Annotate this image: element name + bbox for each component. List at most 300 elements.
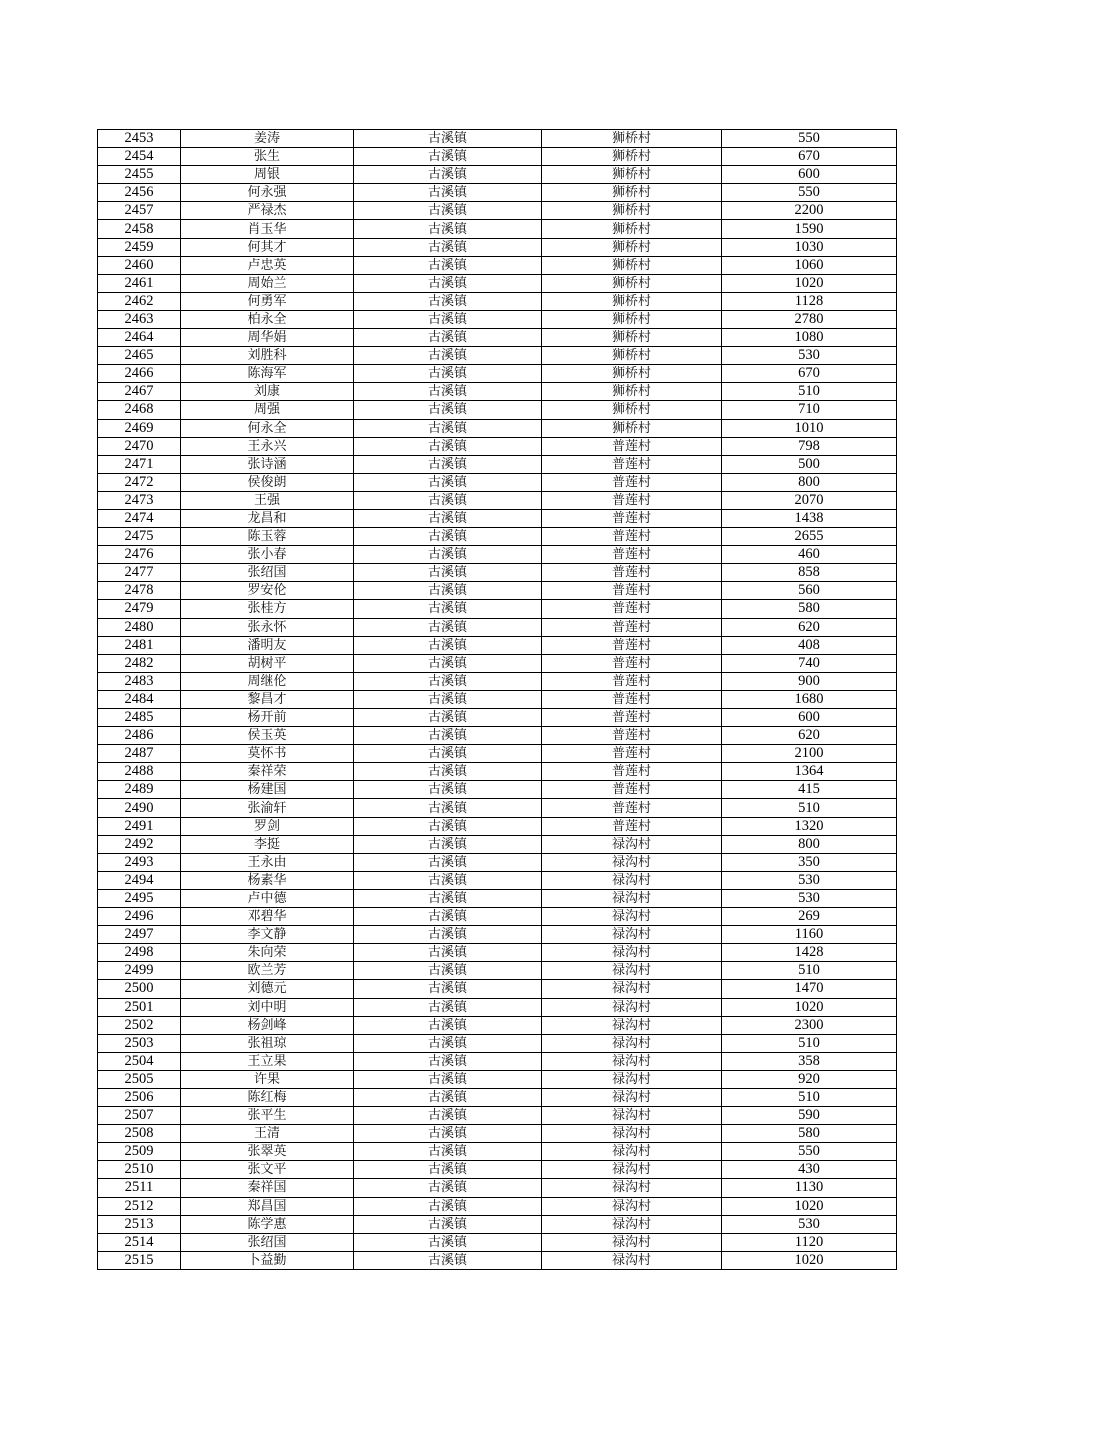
row-number-cell: 2505 bbox=[98, 1070, 181, 1088]
name-cell: 王永兴 bbox=[181, 437, 354, 455]
village-cell: 禄沟村 bbox=[542, 908, 722, 926]
row-number-cell: 2503 bbox=[98, 1034, 181, 1052]
row-number-cell: 2457 bbox=[98, 202, 181, 220]
table-row bbox=[98, 329, 897, 347]
table-row bbox=[98, 1197, 897, 1215]
town-cell: 古溪镇 bbox=[354, 564, 542, 582]
row-number-cell: 2514 bbox=[98, 1233, 181, 1251]
town-cell: 古溪镇 bbox=[354, 1251, 542, 1269]
row-number-cell: 2497 bbox=[98, 926, 181, 944]
name-cell: 杨开前 bbox=[181, 709, 354, 727]
table-row bbox=[98, 690, 897, 708]
table-row bbox=[98, 1143, 897, 1161]
row-number-cell: 2465 bbox=[98, 347, 181, 365]
amount-cell: 1130 bbox=[722, 1179, 897, 1197]
table-row bbox=[98, 1233, 897, 1251]
name-cell: 陈玉蓉 bbox=[181, 528, 354, 546]
village-cell: 狮桥村 bbox=[542, 310, 722, 328]
amount-cell: 510 bbox=[722, 383, 897, 401]
amount-cell: 920 bbox=[722, 1070, 897, 1088]
name-cell: 张平生 bbox=[181, 1107, 354, 1125]
amount-cell: 510 bbox=[722, 799, 897, 817]
row-number-cell: 2488 bbox=[98, 763, 181, 781]
village-cell: 狮桥村 bbox=[542, 292, 722, 310]
name-cell: 何永全 bbox=[181, 419, 354, 437]
row-number-cell: 2482 bbox=[98, 654, 181, 672]
row-number-cell: 2460 bbox=[98, 256, 181, 274]
village-cell: 普莲村 bbox=[542, 473, 722, 491]
name-cell: 卢中德 bbox=[181, 889, 354, 907]
amount-cell: 510 bbox=[722, 1034, 897, 1052]
village-cell: 禄沟村 bbox=[542, 1233, 722, 1251]
village-cell: 禄沟村 bbox=[542, 1016, 722, 1034]
name-cell: 张绍国 bbox=[181, 564, 354, 582]
amount-cell: 1438 bbox=[722, 509, 897, 527]
table-row bbox=[98, 600, 897, 618]
town-cell: 古溪镇 bbox=[354, 980, 542, 998]
name-cell: 秦祥荣 bbox=[181, 763, 354, 781]
village-cell: 狮桥村 bbox=[542, 401, 722, 419]
amount-cell: 530 bbox=[722, 1215, 897, 1233]
village-cell: 普莲村 bbox=[542, 618, 722, 636]
row-number-cell: 2455 bbox=[98, 166, 181, 184]
town-cell: 古溪镇 bbox=[354, 419, 542, 437]
village-cell: 禄沟村 bbox=[542, 1161, 722, 1179]
village-cell: 普莲村 bbox=[542, 600, 722, 618]
village-cell: 狮桥村 bbox=[542, 184, 722, 202]
town-cell: 古溪镇 bbox=[354, 238, 542, 256]
table-row bbox=[98, 365, 897, 383]
town-cell: 古溪镇 bbox=[354, 781, 542, 799]
amount-cell: 900 bbox=[722, 672, 897, 690]
name-cell: 莫怀书 bbox=[181, 745, 354, 763]
amount-cell: 800 bbox=[722, 473, 897, 491]
town-cell: 古溪镇 bbox=[354, 1161, 542, 1179]
row-number-cell: 2481 bbox=[98, 636, 181, 654]
table-row bbox=[98, 383, 897, 401]
town-cell: 古溪镇 bbox=[354, 908, 542, 926]
name-cell: 姜涛 bbox=[181, 130, 354, 148]
row-number-cell: 2472 bbox=[98, 473, 181, 491]
row-number-cell: 2486 bbox=[98, 727, 181, 745]
amount-cell: 269 bbox=[722, 908, 897, 926]
name-cell: 张桂方 bbox=[181, 600, 354, 618]
village-cell: 禄沟村 bbox=[542, 835, 722, 853]
town-cell: 古溪镇 bbox=[354, 727, 542, 745]
row-number-cell: 2471 bbox=[98, 455, 181, 473]
name-cell: 何其才 bbox=[181, 238, 354, 256]
name-cell: 刘胜科 bbox=[181, 347, 354, 365]
name-cell: 何永强 bbox=[181, 184, 354, 202]
amount-cell: 1428 bbox=[722, 944, 897, 962]
town-cell: 古溪镇 bbox=[354, 998, 542, 1016]
name-cell: 周银 bbox=[181, 166, 354, 184]
amount-cell: 415 bbox=[722, 781, 897, 799]
town-cell: 古溪镇 bbox=[354, 528, 542, 546]
amount-cell: 2300 bbox=[722, 1016, 897, 1034]
row-number-cell: 2495 bbox=[98, 889, 181, 907]
amount-cell: 500 bbox=[722, 455, 897, 473]
amount-cell: 560 bbox=[722, 582, 897, 600]
village-cell: 普莲村 bbox=[542, 636, 722, 654]
row-number-cell: 2463 bbox=[98, 310, 181, 328]
village-cell: 普莲村 bbox=[542, 437, 722, 455]
village-cell: 禄沟村 bbox=[542, 1179, 722, 1197]
name-cell: 侯俊朗 bbox=[181, 473, 354, 491]
row-number-cell: 2476 bbox=[98, 546, 181, 564]
row-number-cell: 2504 bbox=[98, 1052, 181, 1070]
table-row bbox=[98, 491, 897, 509]
row-number-cell: 2483 bbox=[98, 672, 181, 690]
town-cell: 古溪镇 bbox=[354, 347, 542, 365]
row-number-cell: 2489 bbox=[98, 781, 181, 799]
amount-cell: 1364 bbox=[722, 763, 897, 781]
table-row bbox=[98, 184, 897, 202]
amount-cell: 1020 bbox=[722, 998, 897, 1016]
table-row bbox=[98, 256, 897, 274]
town-cell: 古溪镇 bbox=[354, 636, 542, 654]
name-cell: 许果 bbox=[181, 1070, 354, 1088]
amount-cell: 1120 bbox=[722, 1233, 897, 1251]
amount-cell: 530 bbox=[722, 347, 897, 365]
village-cell: 狮桥村 bbox=[542, 130, 722, 148]
table-row bbox=[98, 509, 897, 527]
name-cell: 陈学惠 bbox=[181, 1215, 354, 1233]
name-cell: 王强 bbox=[181, 491, 354, 509]
amount-cell: 1020 bbox=[722, 1197, 897, 1215]
amount-cell: 460 bbox=[722, 546, 897, 564]
town-cell: 古溪镇 bbox=[354, 1179, 542, 1197]
amount-cell: 600 bbox=[722, 166, 897, 184]
village-cell: 普莲村 bbox=[542, 799, 722, 817]
amount-cell: 2655 bbox=[722, 528, 897, 546]
amount-cell: 2780 bbox=[722, 310, 897, 328]
table-row bbox=[98, 745, 897, 763]
amount-cell: 550 bbox=[722, 130, 897, 148]
name-cell: 张诗涵 bbox=[181, 455, 354, 473]
name-cell: 刘康 bbox=[181, 383, 354, 401]
village-cell: 普莲村 bbox=[542, 672, 722, 690]
name-cell: 周强 bbox=[181, 401, 354, 419]
name-cell: 杨剑峰 bbox=[181, 1016, 354, 1034]
row-number-cell: 2491 bbox=[98, 817, 181, 835]
village-cell: 禄沟村 bbox=[542, 1107, 722, 1125]
name-cell: 肖玉华 bbox=[181, 220, 354, 238]
name-cell: 张绍国 bbox=[181, 1233, 354, 1251]
village-cell: 普莲村 bbox=[542, 817, 722, 835]
name-cell: 邓碧华 bbox=[181, 908, 354, 926]
row-number-cell: 2506 bbox=[98, 1088, 181, 1106]
row-number-cell: 2474 bbox=[98, 509, 181, 527]
table-row bbox=[98, 528, 897, 546]
village-cell: 狮桥村 bbox=[542, 148, 722, 166]
name-cell: 张祖琼 bbox=[181, 1034, 354, 1052]
name-cell: 李挺 bbox=[181, 835, 354, 853]
row-number-cell: 2468 bbox=[98, 401, 181, 419]
amount-cell: 1470 bbox=[722, 980, 897, 998]
amount-cell: 530 bbox=[722, 871, 897, 889]
name-cell: 欧兰芳 bbox=[181, 962, 354, 980]
town-cell: 古溪镇 bbox=[354, 962, 542, 980]
name-cell: 卜益勤 bbox=[181, 1251, 354, 1269]
village-cell: 普莲村 bbox=[542, 745, 722, 763]
amount-cell: 1080 bbox=[722, 329, 897, 347]
village-cell: 普莲村 bbox=[542, 690, 722, 708]
name-cell: 张小春 bbox=[181, 546, 354, 564]
row-number-cell: 2501 bbox=[98, 998, 181, 1016]
town-cell: 古溪镇 bbox=[354, 1143, 542, 1161]
village-cell: 狮桥村 bbox=[542, 256, 722, 274]
name-cell: 陈海军 bbox=[181, 365, 354, 383]
name-cell: 张渝轩 bbox=[181, 799, 354, 817]
amount-cell: 350 bbox=[722, 853, 897, 871]
town-cell: 古溪镇 bbox=[354, 329, 542, 347]
table-row bbox=[98, 781, 897, 799]
name-cell: 王立果 bbox=[181, 1052, 354, 1070]
name-cell: 潘明友 bbox=[181, 636, 354, 654]
town-cell: 古溪镇 bbox=[354, 202, 542, 220]
town-cell: 古溪镇 bbox=[354, 1233, 542, 1251]
row-number-cell: 2500 bbox=[98, 980, 181, 998]
amount-cell: 358 bbox=[722, 1052, 897, 1070]
table-row bbox=[98, 1052, 897, 1070]
row-number-cell: 2512 bbox=[98, 1197, 181, 1215]
village-cell: 禄沟村 bbox=[542, 1052, 722, 1070]
village-cell: 禄沟村 bbox=[542, 871, 722, 889]
name-cell: 卢忠英 bbox=[181, 256, 354, 274]
town-cell: 古溪镇 bbox=[354, 926, 542, 944]
amount-cell: 620 bbox=[722, 727, 897, 745]
table-row bbox=[98, 1125, 897, 1143]
table-row bbox=[98, 274, 897, 292]
row-number-cell: 2494 bbox=[98, 871, 181, 889]
table-row bbox=[98, 473, 897, 491]
name-cell: 刘中明 bbox=[181, 998, 354, 1016]
amount-cell: 1030 bbox=[722, 238, 897, 256]
amount-cell: 590 bbox=[722, 1107, 897, 1125]
town-cell: 古溪镇 bbox=[354, 148, 542, 166]
village-cell: 禄沟村 bbox=[542, 980, 722, 998]
row-number-cell: 2515 bbox=[98, 1251, 181, 1269]
amount-cell: 1020 bbox=[722, 274, 897, 292]
name-cell: 胡树平 bbox=[181, 654, 354, 672]
amount-cell: 1010 bbox=[722, 419, 897, 437]
village-cell: 普莲村 bbox=[542, 491, 722, 509]
village-cell: 狮桥村 bbox=[542, 347, 722, 365]
table-row bbox=[98, 672, 897, 690]
row-number-cell: 2509 bbox=[98, 1143, 181, 1161]
amount-cell: 800 bbox=[722, 835, 897, 853]
name-cell: 刘德元 bbox=[181, 980, 354, 998]
town-cell: 古溪镇 bbox=[354, 1107, 542, 1125]
amount-cell: 710 bbox=[722, 401, 897, 419]
row-number-cell: 2502 bbox=[98, 1016, 181, 1034]
name-cell: 周始兰 bbox=[181, 274, 354, 292]
town-cell: 古溪镇 bbox=[354, 1016, 542, 1034]
name-cell: 张翠英 bbox=[181, 1143, 354, 1161]
row-number-cell: 2459 bbox=[98, 238, 181, 256]
row-number-cell: 2462 bbox=[98, 292, 181, 310]
village-cell: 普莲村 bbox=[542, 727, 722, 745]
amount-cell: 600 bbox=[722, 709, 897, 727]
amount-cell: 798 bbox=[722, 437, 897, 455]
row-number-cell: 2493 bbox=[98, 853, 181, 871]
village-cell: 禄沟村 bbox=[542, 944, 722, 962]
table-body bbox=[98, 130, 897, 1270]
amount-cell: 408 bbox=[722, 636, 897, 654]
name-cell: 黎昌才 bbox=[181, 690, 354, 708]
name-cell: 李文静 bbox=[181, 926, 354, 944]
village-cell: 禄沟村 bbox=[542, 1251, 722, 1269]
table-row bbox=[98, 636, 897, 654]
village-cell: 普莲村 bbox=[542, 509, 722, 527]
name-cell: 王永由 bbox=[181, 853, 354, 871]
table-row bbox=[98, 130, 897, 148]
amount-cell: 580 bbox=[722, 1125, 897, 1143]
table-row bbox=[98, 1215, 897, 1233]
name-cell: 张永怀 bbox=[181, 618, 354, 636]
table-row bbox=[98, 202, 897, 220]
amount-cell: 510 bbox=[722, 1088, 897, 1106]
town-cell: 古溪镇 bbox=[354, 310, 542, 328]
amount-cell: 1160 bbox=[722, 926, 897, 944]
amount-cell: 550 bbox=[722, 184, 897, 202]
table-row bbox=[98, 727, 897, 745]
amount-cell: 2070 bbox=[722, 491, 897, 509]
amount-cell: 2200 bbox=[722, 202, 897, 220]
town-cell: 古溪镇 bbox=[354, 763, 542, 781]
row-number-cell: 2466 bbox=[98, 365, 181, 383]
amount-cell: 1020 bbox=[722, 1251, 897, 1269]
amount-cell: 1320 bbox=[722, 817, 897, 835]
town-cell: 古溪镇 bbox=[354, 256, 542, 274]
row-number-cell: 2473 bbox=[98, 491, 181, 509]
village-cell: 禄沟村 bbox=[542, 889, 722, 907]
row-number-cell: 2490 bbox=[98, 799, 181, 817]
town-cell: 古溪镇 bbox=[354, 546, 542, 564]
table-row bbox=[98, 148, 897, 166]
table-row bbox=[98, 292, 897, 310]
village-cell: 普莲村 bbox=[542, 709, 722, 727]
name-cell: 郑昌国 bbox=[181, 1197, 354, 1215]
village-cell: 狮桥村 bbox=[542, 238, 722, 256]
village-cell: 禄沟村 bbox=[542, 1088, 722, 1106]
amount-cell: 530 bbox=[722, 889, 897, 907]
village-cell: 禄沟村 bbox=[542, 1034, 722, 1052]
table-row bbox=[98, 1179, 897, 1197]
village-cell: 禄沟村 bbox=[542, 1215, 722, 1233]
table-row bbox=[98, 1161, 897, 1179]
name-cell: 杨素华 bbox=[181, 871, 354, 889]
village-cell: 普莲村 bbox=[542, 763, 722, 781]
village-cell: 禄沟村 bbox=[542, 1197, 722, 1215]
town-cell: 古溪镇 bbox=[354, 889, 542, 907]
table-row bbox=[98, 618, 897, 636]
table-row bbox=[98, 220, 897, 238]
name-cell: 杨建国 bbox=[181, 781, 354, 799]
village-cell: 狮桥村 bbox=[542, 419, 722, 437]
table-row bbox=[98, 1034, 897, 1052]
town-cell: 古溪镇 bbox=[354, 365, 542, 383]
row-number-cell: 2478 bbox=[98, 582, 181, 600]
table-row bbox=[98, 455, 897, 473]
amount-cell: 1680 bbox=[722, 690, 897, 708]
row-number-cell: 2453 bbox=[98, 130, 181, 148]
name-cell: 王清 bbox=[181, 1125, 354, 1143]
row-number-cell: 2499 bbox=[98, 962, 181, 980]
village-cell: 狮桥村 bbox=[542, 202, 722, 220]
table-row bbox=[98, 564, 897, 582]
amount-cell: 858 bbox=[722, 564, 897, 582]
table-row bbox=[98, 889, 897, 907]
village-cell: 普莲村 bbox=[542, 582, 722, 600]
row-number-cell: 2484 bbox=[98, 690, 181, 708]
town-cell: 古溪镇 bbox=[354, 1215, 542, 1233]
village-cell: 禄沟村 bbox=[542, 1070, 722, 1088]
town-cell: 古溪镇 bbox=[354, 509, 542, 527]
town-cell: 古溪镇 bbox=[354, 600, 542, 618]
village-cell: 普莲村 bbox=[542, 654, 722, 672]
name-cell: 张文平 bbox=[181, 1161, 354, 1179]
village-cell: 普莲村 bbox=[542, 455, 722, 473]
town-cell: 古溪镇 bbox=[354, 853, 542, 871]
amount-cell: 1060 bbox=[722, 256, 897, 274]
village-cell: 禄沟村 bbox=[542, 926, 722, 944]
table-row bbox=[98, 980, 897, 998]
table-row bbox=[98, 546, 897, 564]
village-cell: 普莲村 bbox=[542, 781, 722, 799]
table-row bbox=[98, 654, 897, 672]
table-row bbox=[98, 1251, 897, 1269]
table-row bbox=[98, 817, 897, 835]
town-cell: 古溪镇 bbox=[354, 871, 542, 889]
town-cell: 古溪镇 bbox=[354, 130, 542, 148]
name-cell: 张生 bbox=[181, 148, 354, 166]
row-number-cell: 2469 bbox=[98, 419, 181, 437]
town-cell: 古溪镇 bbox=[354, 654, 542, 672]
town-cell: 古溪镇 bbox=[354, 455, 542, 473]
village-cell: 狮桥村 bbox=[542, 166, 722, 184]
row-number-cell: 2487 bbox=[98, 745, 181, 763]
village-cell: 狮桥村 bbox=[542, 220, 722, 238]
amount-cell: 550 bbox=[722, 1143, 897, 1161]
town-cell: 古溪镇 bbox=[354, 473, 542, 491]
village-cell: 禄沟村 bbox=[542, 853, 722, 871]
table-row bbox=[98, 419, 897, 437]
table-row bbox=[98, 437, 897, 455]
row-number-cell: 2485 bbox=[98, 709, 181, 727]
table-row bbox=[98, 835, 897, 853]
table-row bbox=[98, 1107, 897, 1125]
town-cell: 古溪镇 bbox=[354, 1052, 542, 1070]
table-row bbox=[98, 871, 897, 889]
village-cell: 普莲村 bbox=[542, 564, 722, 582]
village-cell: 狮桥村 bbox=[542, 329, 722, 347]
name-cell: 陈红梅 bbox=[181, 1088, 354, 1106]
town-cell: 古溪镇 bbox=[354, 166, 542, 184]
town-cell: 古溪镇 bbox=[354, 799, 542, 817]
name-cell: 严禄杰 bbox=[181, 202, 354, 220]
row-number-cell: 2510 bbox=[98, 1161, 181, 1179]
name-cell: 何勇军 bbox=[181, 292, 354, 310]
amount-cell: 620 bbox=[722, 618, 897, 636]
village-cell: 狮桥村 bbox=[542, 383, 722, 401]
row-number-cell: 2508 bbox=[98, 1125, 181, 1143]
row-number-cell: 2511 bbox=[98, 1179, 181, 1197]
table-row bbox=[98, 401, 897, 419]
town-cell: 古溪镇 bbox=[354, 292, 542, 310]
row-number-cell: 2461 bbox=[98, 274, 181, 292]
